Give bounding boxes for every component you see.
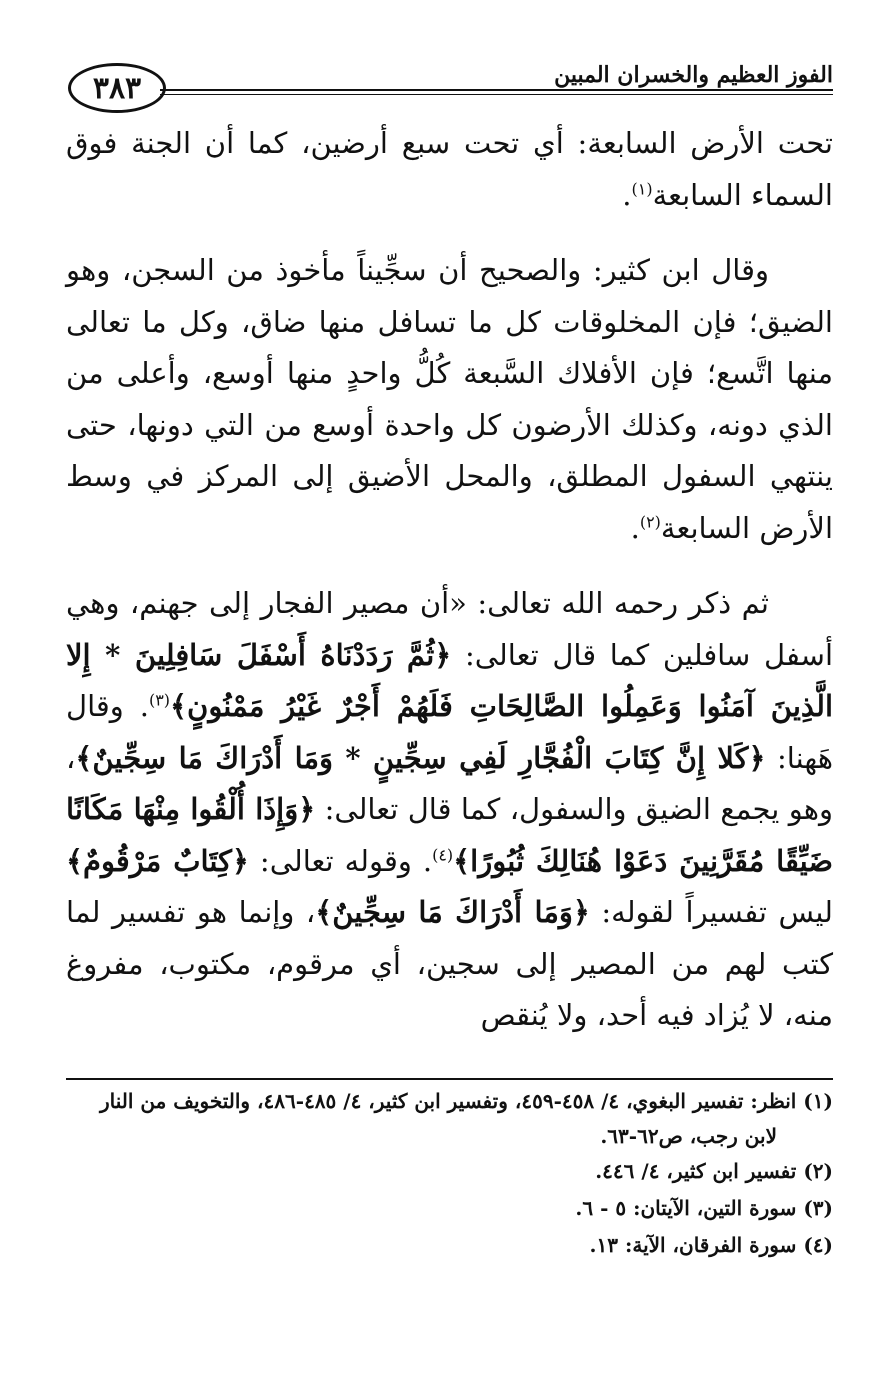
paragraph-1: تحت الأرض السابعة: أي تحت سبع أرضين، كما أن الجنة فوق السماء السابعة$^{(١)}$. xyxy=(66,126,833,212)
footnote-rule xyxy=(66,1078,833,1080)
footnote-4: (٤) سورة الفرقان، الآية: ١٣. xyxy=(589,1233,833,1257)
paragraph-3: ثم ذكر رحمه الله تعالى: «أن مصير الفجار إلى جهنم، وهي أسفل سافلين كما قال تعالى: ﴿ثُمَّ رَدَدْنَاهُ أَسْفَلَ سَافِلِينَ * إِلا الَّذِينَ آمَنُوا وَعَمِلُوا الصَّالِحَاتِ فَلَهُمْ أَجْرٌ غَيْرُ مَمْنُونٍ﴾$^{(٣)}$. وقال هَهنا: ﴿كَلا إِنَّ كِتَابَ الْفُجَّارِ لَفِي سِجِّينٍ * وَمَا أَدْرَاكَ مَا سِجِّينٌ﴾، وهو يجمع الضيق والسفول، كما قال تعالى: ﴿وَإِذَا أُلْقُوا مِنْهَا مَكَانًا ضَيِّقًا مُقَرَّنِينَ دَعَوْا هُنَالِكَ ثُبُورًا﴾$^{(٤)}$. وقوله تعالى: ﴿كِتَابٌ مَرْقُومٌ﴾ ليس تفسيراً لقوله: ﴿وَمَا أَدْرَاكَ مَا سِجِّينٌ﴾، وإنما هو تفسير لما كتب لهم من المصير إلى سجين، أي مرقوم، مكتوب، مفروغ منه، لا يُزاد فيه أحد، ولا يُنقص xyxy=(66,586,834,1032)
footnote-1: (١) انظر: تفسير البغوي، ٤/ ٤٥٨-٤٥٩، وتفسير ابن كثير، ٤/ ٤٨٥-٤٨٦، والتخويف من النار xyxy=(99,1089,833,1113)
footnote-ref: (١) xyxy=(631,178,653,198)
quran-verse: ﴿ثُمَّ رَدَدْنَاهُ أَسْفَلَ سَافِلِينَ * إِلا الَّذِينَ آمَنُوا وَعَمِلُوا الصَّالِحَاتِ فَلَهُمْ أَجْرٌ غَيْرُ مَمْنُونٍ﴾ xyxy=(66,637,834,723)
footnote-ref: (٣) xyxy=(148,690,171,710)
main-text xyxy=(66,118,833,1042)
quran-verse: ﴿كَلا إِنَّ كِتَابَ الْفُجَّارِ لَفِي سِجِّينٍ * وَمَا أَدْرَاكَ مَا سِجِّينٌ﴾ xyxy=(75,740,766,775)
quran-verse: ﴿وَإِذَا أُلْقُوا مِنْهَا مَكَانًا ضَيِّقًا مُقَرَّنِينَ دَعَوْا هُنَالِكَ ثُبُورًا﴾ xyxy=(66,792,833,878)
footnote-ref: (٢) xyxy=(639,511,661,531)
header-rule-thin xyxy=(160,94,833,95)
footnote-ref: (٤) xyxy=(432,844,454,864)
footnote-3: (٣) سورة التين، الآيتان: ٥ - ٦. xyxy=(575,1196,833,1220)
page-number xyxy=(68,63,166,113)
footnote-2: (٢) تفسير ابن كثير، ٤/ ٤٤٦. xyxy=(595,1159,833,1183)
footnotes xyxy=(66,1084,833,1263)
running-title: الفوز العظيم والخسران المبين xyxy=(554,62,833,88)
header-rule xyxy=(160,89,833,91)
paragraph-2: وقال ابن كثير: والصحيح أن سجِّيناً مأخوذ من السجن، وهو الضيق؛ فإن المخلوقات كل ما تسافل منها ضاق، وكل ما تعالى منها اتَّسع؛ فإن الأفلاك السَّبعة كُلُّ واحدٍ منها أوسع، وأعلى من الذي دونه، وكذلك الأرضون كل واحدة أوسع من التي دونها، حتى ينتهي السفول المطلق، والمحل الأضيق إلى المركز في وسط الأرض السابعة$^{(٢)}$. xyxy=(66,253,833,545)
footnote-1-continuation: لابن رجب، ص٦٢-٦٣. xyxy=(600,1124,777,1148)
page-number-text: ٣٨٣ xyxy=(92,70,142,106)
quran-verse: ﴿وَمَا أَدْرَاكَ مَا سِجِّينٌ﴾ xyxy=(315,895,590,929)
quran-verse: ﴿كِتَابٌ مَرْقُومٌ﴾ xyxy=(66,843,249,878)
